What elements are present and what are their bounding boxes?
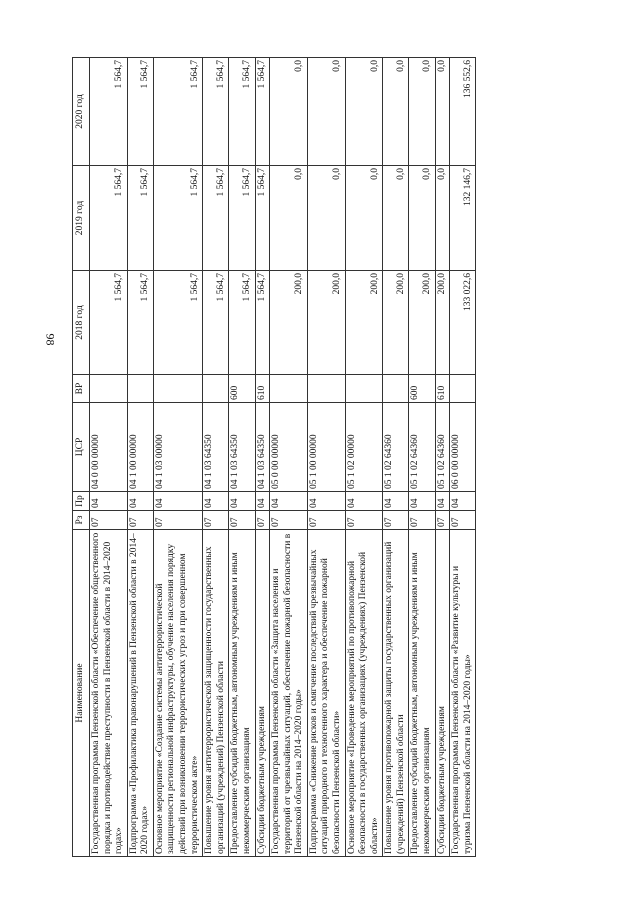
row-csr-cell: 05 0 00 00000: [270, 403, 308, 492]
row-2018-value: 133 022,6: [450, 271, 476, 375]
row-vr-cell: 600: [229, 375, 255, 403]
row-pr-cell: 04: [409, 492, 435, 511]
row-2020-value: 0,0: [307, 58, 345, 166]
row-pr-cell: 04: [435, 492, 450, 511]
row-2018-value: 200,0: [435, 271, 450, 375]
rotated-budget-table-container: [72, 58, 588, 857]
header-2020: 2020 год: [73, 58, 90, 166]
table-row: [450, 58, 476, 857]
row-vr-cell: 610: [255, 375, 270, 403]
row-name-cell: Основное мероприятие «Создание системы антитеррористической защищенности региональной инфраструктуры, обучение населения порядку действий при возникновении террористических угроз и при совершенном террористическом акте»: [153, 530, 202, 857]
row-2019-value: 1 564,7: [127, 166, 153, 271]
row-csr-cell: 05 1 02 64360: [383, 403, 409, 492]
row-vr-cell: [203, 375, 229, 403]
row-csr-cell: 04 0 00 00000: [90, 403, 128, 492]
row-2019-value: 1 564,7: [229, 166, 255, 271]
row-csr-cell: 04 1 03 00000: [153, 403, 202, 492]
row-csr-cell: 06 0 00 00000: [450, 403, 476, 492]
row-csr-cell: 05 1 02 64360: [409, 403, 435, 492]
row-rz-cell: 07: [450, 511, 476, 530]
row-rz-cell: 07: [90, 511, 128, 530]
row-pr-cell: 04: [229, 492, 255, 511]
row-pr-cell: 04: [153, 492, 202, 511]
row-2019-value: 0,0: [409, 166, 435, 271]
row-vr-cell: [383, 375, 409, 403]
table-row: [307, 58, 345, 857]
row-2020-value: 0,0: [383, 58, 409, 166]
row-2018-value: 200,0: [345, 271, 383, 375]
row-2018-value: 1 564,7: [203, 271, 229, 375]
table-row: [203, 58, 229, 857]
row-2019-value: 0,0: [435, 166, 450, 271]
row-csr-cell: 04 1 03 64350: [203, 403, 229, 492]
row-2020-value: 0,0: [270, 58, 308, 166]
table-row: [383, 58, 409, 857]
table-row: [90, 58, 128, 857]
table-row: [229, 58, 255, 857]
row-2020-value: 1 564,7: [127, 58, 153, 166]
row-2019-value: 0,0: [345, 166, 383, 271]
row-pr-cell: 04: [270, 492, 308, 511]
row-csr-cell: 05 1 02 00000: [345, 403, 383, 492]
row-rz-cell: 07: [307, 511, 345, 530]
row-2019-value: 1 564,7: [153, 166, 202, 271]
table-row: [127, 58, 153, 857]
row-csr-cell: 05 1 02 64360: [435, 403, 450, 492]
row-rz-cell: 07: [229, 511, 255, 530]
row-csr-cell: 04 1 03 64350: [255, 403, 270, 492]
table-row: [435, 58, 450, 857]
row-rz-cell: 07: [127, 511, 153, 530]
row-2018-value: 200,0: [270, 271, 308, 375]
row-2020-value: 0,0: [409, 58, 435, 166]
row-rz-cell: 07: [203, 511, 229, 530]
row-vr-cell: 600: [409, 375, 435, 403]
row-2019-value: 132 146,7: [450, 166, 476, 271]
row-2018-value: 1 564,7: [127, 271, 153, 375]
row-name-cell: Подпрограмма «Снижение рисков и смягчение последствий чрезвычайных ситуаций природного и техногенного характера и обеспечение пожарной безопасности Пензенской области»: [307, 530, 345, 857]
row-2018-value: 200,0: [383, 271, 409, 375]
row-name-cell: Субсидии бюджетным учреждениям: [255, 530, 270, 857]
row-2020-value: 1 564,7: [229, 58, 255, 166]
row-rz-cell: 07: [255, 511, 270, 530]
row-rz-cell: 07: [383, 511, 409, 530]
row-name-cell: Предоставление субсидий бюджетным, автономным учреждениям и иным некоммерческим организациям: [409, 530, 435, 857]
row-vr-cell: [270, 375, 308, 403]
table-row: [345, 58, 383, 857]
row-name-cell: Государственная программа Пензенской области «Защита населения и территорий от чрезвычайных ситуаций, обеспечение пожарной безопасности в Пензенской области на 2014–2020 годы»: [270, 530, 308, 857]
row-2020-value: 136 552,6: [450, 58, 476, 166]
row-name-cell: Повышение уровня противопожарной защиты государственных организаций (учреждений) Пензенской области: [383, 530, 409, 857]
row-2018-value: 1 564,7: [255, 271, 270, 375]
row-rz-cell: 07: [435, 511, 450, 530]
row-2019-value: 0,0: [307, 166, 345, 271]
row-vr-cell: [345, 375, 383, 403]
row-2019-value: 1 564,7: [255, 166, 270, 271]
row-2018-value: 200,0: [307, 271, 345, 375]
row-2018-value: 1 564,7: [229, 271, 255, 375]
row-vr-cell: [307, 375, 345, 403]
row-csr-cell: 04 1 03 64350: [229, 403, 255, 492]
row-name-cell: Государственная программа Пензенской области «Развитие культуры и туризма Пензенской области на 2014–2020 годы»: [450, 530, 476, 857]
row-2020-value: 1 564,7: [153, 58, 202, 166]
row-2019-value: 1 564,7: [90, 166, 128, 271]
table-row: [153, 58, 202, 857]
table-row: [270, 58, 308, 857]
row-vr-cell: [127, 375, 153, 403]
row-2020-value: 1 564,7: [90, 58, 128, 166]
row-vr-cell: [153, 375, 202, 403]
row-2020-value: 1 564,7: [203, 58, 229, 166]
row-rz-cell: 07: [153, 511, 202, 530]
row-pr-cell: 04: [307, 492, 345, 511]
header-vr: ВР: [73, 375, 90, 403]
row-2020-value: 0,0: [345, 58, 383, 166]
row-rz-cell: 07: [345, 511, 383, 530]
table-row: [255, 58, 270, 857]
header-name: Наименование: [73, 530, 90, 857]
row-pr-cell: 04: [255, 492, 270, 511]
header-2018: 2018 год: [73, 271, 90, 375]
header-2019: 2019 год: [73, 166, 90, 271]
row-2019-value: 0,0: [383, 166, 409, 271]
row-vr-cell: [90, 375, 128, 403]
row-pr-cell: 04: [127, 492, 153, 511]
row-name-cell: Подпрограмма «Профилактика правонарушений в Пензенской области в 2014–2020 годах»: [127, 530, 153, 857]
header-pr: Пр: [73, 492, 90, 511]
row-2018-value: 200,0: [409, 271, 435, 375]
table-header-row: [73, 58, 90, 857]
row-csr-cell: 04 1 00 00000: [127, 403, 153, 492]
row-vr-cell: 610: [435, 375, 450, 403]
row-2018-value: 1 564,7: [90, 271, 128, 375]
table-row: [409, 58, 435, 857]
row-name-cell: Повышение уровня антитеррористической защищенности государственных организаций (учреждений) Пензенской области: [203, 530, 229, 857]
row-csr-cell: 05 1 00 00000: [307, 403, 345, 492]
row-vr-cell: [450, 375, 476, 403]
row-name-cell: Предоставление субсидий бюджетным, автономным учреждениям и иным некоммерческим организациям: [229, 530, 255, 857]
row-name-cell: Основное мероприятие «Проведение мероприятий по противопожарной безопасности в государственных организациях (учреждениях) Пензенской области»: [345, 530, 383, 857]
row-pr-cell: 04: [345, 492, 383, 511]
row-2019-value: 0,0: [270, 166, 308, 271]
row-pr-cell: 04: [383, 492, 409, 511]
budget-table: [72, 57, 476, 857]
page-number: 98: [43, 333, 58, 346]
row-2018-value: 1 564,7: [153, 271, 202, 375]
row-2019-value: 1 564,7: [203, 166, 229, 271]
row-2020-value: 0,0: [435, 58, 450, 166]
row-2020-value: 1 564,7: [255, 58, 270, 166]
row-pr-cell: 04: [450, 492, 476, 511]
row-name-cell: Субсидии бюджетным учреждениям: [435, 530, 450, 857]
header-csr: ЦСР: [73, 403, 90, 492]
header-rz: Рз: [73, 511, 90, 530]
row-pr-cell: 04: [90, 492, 128, 511]
row-rz-cell: 07: [270, 511, 308, 530]
row-pr-cell: 04: [203, 492, 229, 511]
row-name-cell: Государственная программа Пензенской области «Обеспечение общественного порядка и противодействие преступности в Пензенской области в 2014–2020 годах»: [90, 530, 128, 857]
row-rz-cell: 07: [409, 511, 435, 530]
